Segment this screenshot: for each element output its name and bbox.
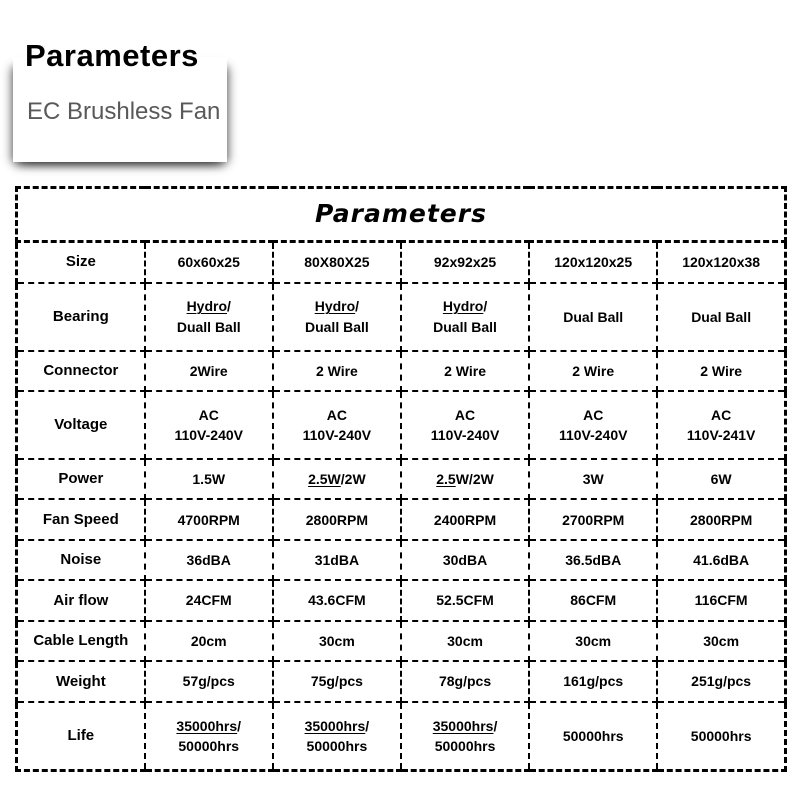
underlined-text: Hydro [314, 298, 356, 315]
table-cell: 2800RPM [273, 499, 401, 539]
table-cell: 2 Wire [401, 351, 529, 391]
table-cell: 35000hrs/ 50000hrs [145, 702, 273, 771]
row-label-voltage: Voltage [17, 391, 145, 459]
table-cell: 2 Wire [657, 351, 785, 391]
underlined-text: 2.5W [308, 471, 341, 488]
table-cell: 78g/pcs [401, 661, 529, 701]
underlined-text: 35000hrs [432, 717, 494, 734]
table-cell: 41.6dBA [657, 540, 785, 580]
underlined-text: Hydro [442, 298, 484, 315]
table-cell: 161g/pcs [529, 661, 657, 701]
table-cell: 92x92x25 [401, 242, 529, 283]
table-cell: 30dBA [401, 540, 529, 580]
table-cell: 2Wire [145, 351, 273, 391]
row-label-cable-length: Cable Length [17, 621, 145, 661]
table-cell: 35000hrs/ 50000hrs [401, 702, 529, 771]
row-label-noise: Noise [17, 540, 145, 580]
table-cell: 52.5CFM [401, 580, 529, 620]
table-row [17, 351, 786, 391]
parameters-table-body [17, 188, 786, 771]
table-cell: 30cm [529, 621, 657, 661]
table-cell: 36dBA [145, 540, 273, 580]
underlined-text: 35000hrs [304, 717, 366, 734]
table-cell: 2800RPM [657, 499, 785, 539]
table-cell: 50000hrs [657, 702, 785, 771]
table-cell: 43.6CFM [273, 580, 401, 620]
table-row [17, 621, 786, 661]
row-label-life: Life [17, 702, 145, 771]
table-cell: Dual Ball [529, 283, 657, 351]
table-cell: 6W [657, 459, 785, 499]
table-cell: Hydro/ Duall Ball [273, 283, 401, 351]
table-cell: 31dBA [273, 540, 401, 580]
table-cell: AC 110V-240V [145, 391, 273, 459]
row-label-power: Power [17, 459, 145, 499]
table-row [17, 702, 786, 771]
table-row [17, 391, 786, 459]
table-cell: 2.5W/2W [273, 459, 401, 499]
table-cell: 3W [529, 459, 657, 499]
page-subtitle: EC Brushless Fan [27, 98, 221, 125]
table-cell: AC 110V-241V [657, 391, 785, 459]
table-cell: 2.5W/2W [401, 459, 529, 499]
table-cell: 2400RPM [401, 499, 529, 539]
table-cell: 50000hrs [529, 702, 657, 771]
table-cell: Dual Ball [657, 283, 785, 351]
table-cell: Hydro/ Duall Ball [145, 283, 273, 351]
table-cell: 80X80X25 [273, 242, 401, 283]
underlined-text: Hydro [186, 298, 228, 315]
table-row [17, 540, 786, 580]
table-cell: 57g/pcs [145, 661, 273, 701]
table-title-row [17, 188, 786, 242]
page-title: Parameters [25, 38, 199, 73]
row-label-bearing: Bearing [17, 283, 145, 351]
row-label-fan-speed: Fan Speed [17, 499, 145, 539]
table-title: Parameters [17, 188, 786, 242]
table-cell: AC 110V-240V [401, 391, 529, 459]
table-cell: 36.5dBA [529, 540, 657, 580]
table-row [17, 283, 786, 351]
row-label-air-flow: Air flow [17, 580, 145, 620]
table-cell: 1.5W [145, 459, 273, 499]
table-cell: 116CFM [657, 580, 785, 620]
table-cell: 2 Wire [529, 351, 657, 391]
table-row [17, 661, 786, 701]
row-label-size: Size [17, 242, 145, 283]
table-cell: 86CFM [529, 580, 657, 620]
table-row [17, 459, 786, 499]
table-cell: 120x120x25 [529, 242, 657, 283]
table-row [17, 580, 786, 620]
table-cell: 60x60x25 [145, 242, 273, 283]
table-cell: 4700RPM [145, 499, 273, 539]
underlined-text: 2.5 [436, 471, 456, 488]
table-cell: 20cm [145, 621, 273, 661]
table-cell: 24CFM [145, 580, 273, 620]
table-cell: 30cm [273, 621, 401, 661]
table-cell: Hydro/ Duall Ball [401, 283, 529, 351]
table-cell: AC 110V-240V [273, 391, 401, 459]
underlined-text: 35000hrs [176, 717, 238, 734]
table-cell: 2700RPM [529, 499, 657, 539]
parameters-table [15, 186, 787, 772]
table-cell: 30cm [401, 621, 529, 661]
table-cell: 251g/pcs [657, 661, 785, 701]
table-cell: 75g/pcs [273, 661, 401, 701]
row-label-connector: Connector [17, 351, 145, 391]
header [13, 38, 241, 178]
table-row [17, 499, 786, 539]
table-cell: 120x120x38 [657, 242, 785, 283]
table-cell: AC 110V-240V [529, 391, 657, 459]
table-cell: 30cm [657, 621, 785, 661]
table-row [17, 242, 786, 283]
row-label-weight: Weight [17, 661, 145, 701]
table-cell: 2 Wire [273, 351, 401, 391]
table-cell: 35000hrs/ 50000hrs [273, 702, 401, 771]
